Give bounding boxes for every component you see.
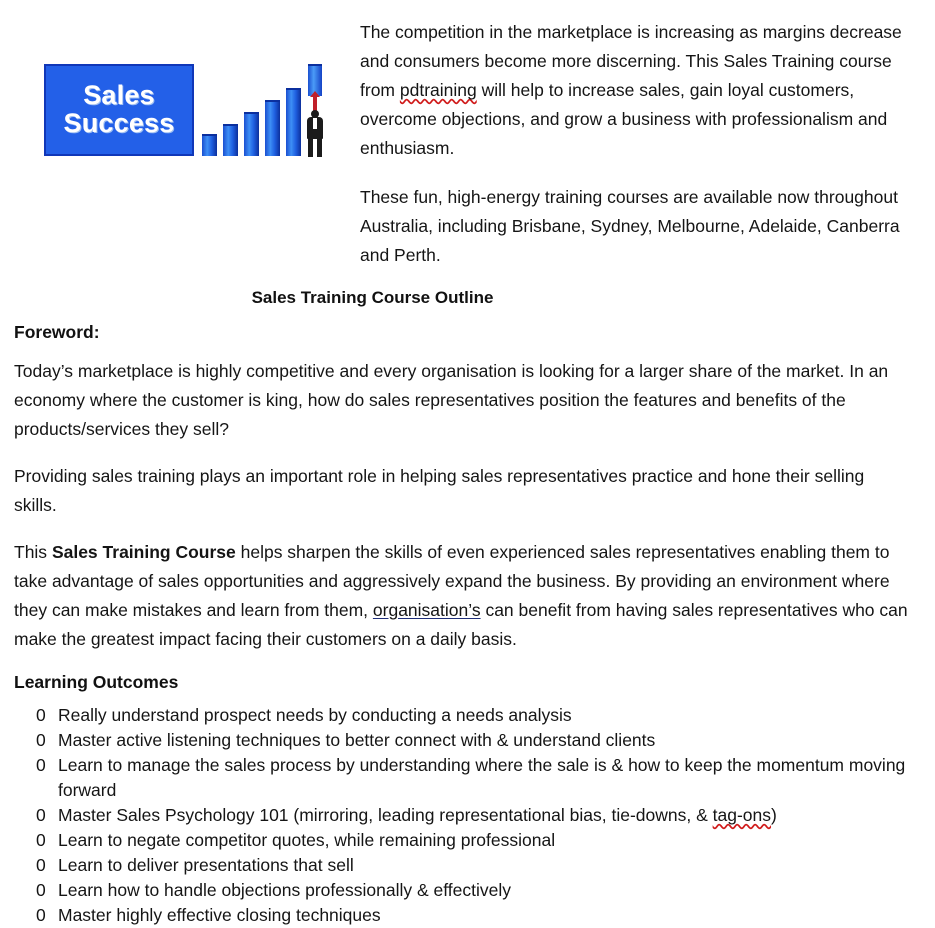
list-item-text: Master highly effective closing techniques	[58, 905, 381, 925]
p3-part2: helps sharpen the skills of even experienced sales representatives enabling them to take advantage of sales opportunities and aggressively expand the business. By providing an environment where they can make mistakes and learn from them,	[14, 542, 890, 620]
bullet-glyph-icon: 0	[36, 855, 46, 875]
revision-word-organisations: organisation’s	[372, 600, 481, 620]
businessman-figure-icon	[302, 64, 328, 158]
learning-outcomes-heading: Learning Outcomes	[14, 672, 179, 692]
list-item	[14, 753, 910, 803]
list-item	[14, 853, 910, 878]
foreword-paragraph-2: Providing sales training plays an important role in helping sales representatives practice and hone their selling skills.	[14, 466, 865, 515]
learning-outcomes-list	[14, 703, 910, 928]
bar-4	[265, 100, 280, 156]
list-item-text: Master active listening techniques to better connect with & understand clients	[58, 730, 656, 750]
list-item-text: Really understand prospect needs by conducting a needs analysis	[58, 705, 572, 725]
foreword-paragraph-1: Today’s marketplace is highly competitive and every organisation is looking for a larger share of the market. In an economy where the customer is king, how do sales representatives position the features and benefits of the products/services they sell?	[14, 361, 889, 439]
sales-success-logo-box	[44, 64, 194, 156]
bar-5	[286, 88, 301, 156]
bullet-glyph-icon: 0	[36, 905, 46, 925]
list-item	[14, 828, 910, 853]
bullet-glyph-icon: 0	[36, 730, 46, 750]
list-item-text: Learn to negate competitor quotes, while remaining professional	[58, 830, 556, 850]
figure-leg-left	[308, 137, 313, 157]
bullet-glyph-icon: 0	[36, 880, 46, 900]
intro-p1-part1: The competition in the marketplace is increasing as margins decrease and consumers become more discerning. This Sales Training course from	[360, 22, 902, 100]
growth-bar-chart-icon	[202, 64, 312, 158]
bar-1	[202, 134, 217, 156]
list-item-text: Learn how to handle objections professionally & effectively	[58, 880, 512, 900]
misspelled-word-pdtraining: pdtraining	[399, 80, 477, 100]
list-item-text: Learn to deliver presentations that sell	[58, 855, 354, 875]
bar-2	[223, 124, 238, 156]
list-item	[14, 728, 910, 753]
list-item	[14, 803, 910, 828]
intro-paragraph-1	[360, 18, 908, 163]
list-item	[14, 903, 910, 928]
list-item	[14, 703, 910, 728]
bullet-glyph-icon: 0	[36, 805, 46, 825]
intro-text-block	[360, 18, 908, 290]
bullet-glyph-icon: 0	[36, 830, 46, 850]
p3-part1: This	[14, 542, 52, 562]
logo-line-1: Sales	[83, 80, 155, 111]
intro-p1-part2: will help to increase sales, gain loyal customers, overcome objections, and grow a business with professionalism and enthusiasm.	[360, 80, 888, 158]
sales-success-logo-graphic	[44, 64, 312, 158]
foreword-paragraph-3	[14, 538, 910, 654]
list-item-text	[58, 805, 777, 825]
misspelled-word-tag-ons: tag-ons	[712, 805, 772, 825]
list-item-text-main: Master Sales Psychology 101 (mirroring, leading representational bias, tie-downs, & tag-ons)	[58, 805, 777, 825]
figure-shirt	[313, 118, 317, 129]
bold-course-name: Sales Training Course	[51, 542, 236, 562]
list-item-text: Learn to manage the sales process by understanding where the sale is & how to keep the momentum moving forward	[58, 755, 906, 800]
outline-title: Sales Training Course Outline	[251, 288, 494, 307]
logo-line-2: Success	[63, 108, 175, 138]
list-item	[14, 878, 910, 903]
intro-paragraph-2: These fun, high-energy training courses are available now throughout Australia, including Brisbane, Sydney, Melbourne, Adelaide, Canberra and Perth.	[360, 187, 900, 265]
document-header	[0, 0, 935, 265]
document-body	[14, 322, 910, 928]
bullet-glyph-icon: 0	[36, 755, 46, 775]
figure-leg-right	[317, 137, 322, 157]
bullet-glyph-icon: 0	[36, 705, 46, 725]
bar-3	[244, 112, 259, 156]
p3-part3: can benefit from having sales representatives who can make the greatest impact facing their customers on a daily basis.	[14, 600, 908, 649]
foreword-heading: Foreword:	[14, 322, 100, 342]
